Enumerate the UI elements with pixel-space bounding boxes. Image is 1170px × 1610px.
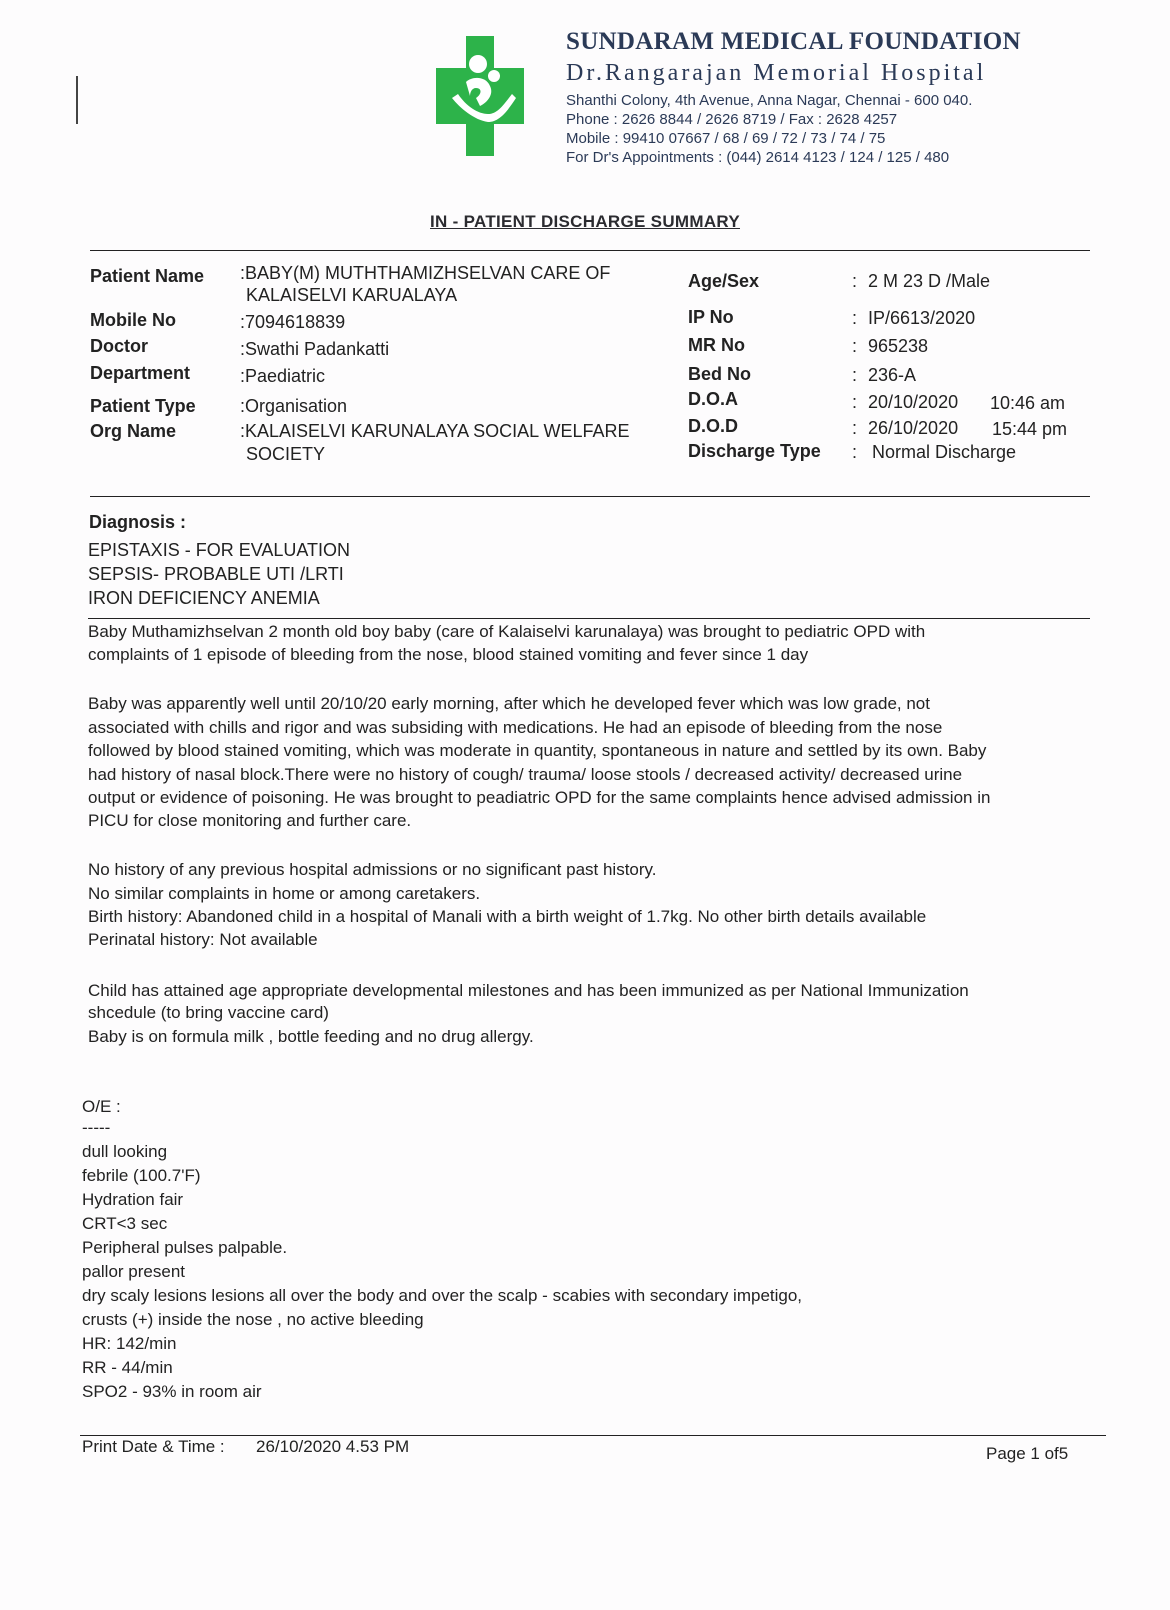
logo-head-adult bbox=[469, 55, 487, 73]
print-date-value: 26/10/2020 4.53 PM bbox=[256, 1437, 410, 1456]
hospital-address: Shanthi Colony, 4th Avenue, Anna Nagar, Chennai - 600 040. bbox=[566, 92, 973, 109]
history-line: Baby Muthamizhselvan 2 month old boy baby (care of Kalaiselvi karunalaya) was brought to pediatric OPD with bbox=[88, 622, 926, 641]
dod-date: 26/10/2020 bbox=[868, 418, 959, 438]
page-number: Page 1 of5 bbox=[986, 1444, 1069, 1463]
examination-divider: ----- bbox=[82, 1118, 111, 1137]
age-sex-colon: : bbox=[852, 271, 858, 291]
patient-type-value: :Organisation bbox=[240, 396, 348, 416]
logo-head-child bbox=[488, 70, 500, 82]
examination-item: pallor present bbox=[82, 1262, 186, 1281]
hospital-logo bbox=[436, 36, 524, 156]
patient-name-value: :BABY(M) MUTHTHAMIZHSELVAN CARE OF bbox=[240, 263, 611, 283]
margin-mark bbox=[76, 76, 78, 124]
org-name-label: Org Name bbox=[90, 421, 177, 441]
mr-no-colon: : bbox=[852, 336, 858, 356]
patient-name-label: Patient Name bbox=[90, 266, 205, 286]
examination-item: febrile (100.7'F) bbox=[82, 1166, 201, 1185]
doctor-label: Doctor bbox=[90, 336, 148, 356]
history-line: followed by blood stained vomiting, which was moderate in quantity, spontaneous in nature and settled by its own. Baby bbox=[88, 741, 987, 760]
history-line: output or evidence of poisoning. He was brought to peadiatric OPD for the same complaints hence advised admission in bbox=[88, 788, 991, 807]
bed-no-label: Bed No bbox=[688, 364, 751, 384]
examination-item: HR: 142/min bbox=[82, 1334, 177, 1353]
dod-time: 15:44 pm bbox=[992, 419, 1068, 439]
discharge-type-colon: : bbox=[852, 442, 858, 462]
examination-item: SPO2 - 93% in room air bbox=[82, 1382, 262, 1401]
patient-name-value-line2: KALAISELVI KARUALAYA bbox=[246, 285, 458, 305]
age-sex-label: Age/Sex bbox=[688, 271, 760, 291]
history-line: No similar complaints in home or among caretakers. bbox=[88, 884, 481, 903]
header-divider bbox=[90, 250, 1090, 251]
examination-heading: O/E : bbox=[82, 1097, 121, 1116]
history-line: Baby was apparently well until 20/10/20 early morning, after which he developed fever which was low grade, not bbox=[88, 694, 930, 713]
doctor-value: :Swathi Padankatti bbox=[240, 339, 390, 359]
examination-item: crusts (+) inside the nose , no active bleeding bbox=[82, 1310, 424, 1329]
history-line: Child has attained age appropriate developmental milestones and has been immunized as per National Immunization bbox=[88, 981, 969, 1000]
doa-time: 10:46 am bbox=[990, 393, 1066, 413]
ip-no-colon: : bbox=[852, 308, 858, 328]
examination-item: dull looking bbox=[82, 1142, 168, 1161]
history-line: Perinatal history: Not available bbox=[88, 930, 318, 949]
print-date-label: Print Date & Time : bbox=[82, 1437, 225, 1456]
hospital-name: SUNDARAM MEDICAL FOUNDATION bbox=[566, 28, 1021, 55]
history-line: Baby is on formula milk , bottle feeding and no drug allergy. bbox=[88, 1027, 534, 1046]
document-title: IN - PATIENT DISCHARGE SUMMARY bbox=[430, 212, 740, 231]
examination-item: CRT<3 sec bbox=[82, 1214, 168, 1233]
ip-no-value: IP/6613/2020 bbox=[868, 308, 976, 328]
org-name-value: :KALAISELVI KARUNALAYA SOCIAL WELFARE bbox=[240, 421, 630, 441]
org-name-value-line2: SOCIETY bbox=[246, 444, 326, 464]
dod-colon: : bbox=[852, 418, 858, 438]
doa-colon: : bbox=[852, 392, 858, 412]
hospital-appointments: For Dr's Appointments : (044) 2614 4123 / 124 / 125 / 480 bbox=[566, 149, 950, 166]
age-sex-value: 2 M 23 D /Male bbox=[868, 271, 991, 291]
bed-no-value: 236-A bbox=[868, 365, 917, 385]
history-line: had history of nasal block.There were no history of cough/ trauma/ loose stools / decreased activity/ decreased urine bbox=[88, 765, 963, 784]
mr-no-value: 965238 bbox=[868, 336, 929, 356]
diagnosis-heading: Diagnosis : bbox=[89, 512, 187, 532]
examination-item: Peripheral pulses palpable. bbox=[82, 1238, 288, 1257]
hospital-subtitle: Dr.Rangarajan Memorial Hospital bbox=[566, 60, 987, 86]
department-label: Department bbox=[90, 363, 191, 383]
ip-no-label: IP No bbox=[688, 307, 734, 327]
examination-item: RR - 44/min bbox=[82, 1358, 173, 1377]
dod-label: D.O.D bbox=[688, 416, 739, 436]
history-line: No history of any previous hospital admissions or no significant past history. bbox=[88, 860, 657, 879]
mobile-no-value: :7094618839 bbox=[240, 312, 346, 332]
doa-date: 20/10/2020 bbox=[868, 392, 959, 412]
doa-label: D.O.A bbox=[688, 389, 739, 409]
examination-item: dry scaly lesions lesions all over the body and over the scalp - scabies with secondary impetigo, bbox=[82, 1286, 803, 1305]
history-line: Birth history: Abandoned child in a hospital of Manali with a birth weight of 1.7kg. No other birth details available bbox=[88, 907, 927, 926]
mobile-no-label: Mobile No bbox=[90, 310, 176, 330]
diagnosis-item: IRON DEFICIENCY ANEMIA bbox=[88, 588, 320, 608]
diagnosis-divider bbox=[88, 618, 1090, 619]
hospital-phone: Phone : 2626 8844 / 2626 8719 / Fax : 2628 4257 bbox=[566, 111, 898, 128]
history-line: shcedule (to bring vaccine card) bbox=[88, 1003, 329, 1022]
mr-no-label: MR No bbox=[688, 335, 745, 355]
hospital-mobile: Mobile : 99410 07667 / 68 / 69 / 72 / 73 / 74 / 75 bbox=[566, 130, 886, 147]
patient-type-label: Patient Type bbox=[90, 396, 196, 416]
discharge-type-value: Normal Discharge bbox=[872, 442, 1017, 462]
history-line: associated with chills and rigor and was subsiding with medications. He had an episode of bleeding from the nose bbox=[88, 718, 943, 737]
history-line: PICU for close monitoring and further care. bbox=[88, 811, 412, 830]
diagnosis-item: SEPSIS- PROBABLE UTI /LRTI bbox=[88, 564, 344, 584]
bed-no-colon: : bbox=[852, 365, 858, 385]
info-divider bbox=[90, 496, 1090, 497]
history-line: complaints of 1 episode of bleeding from the nose, blood stained vomiting and fever since 1 day bbox=[88, 645, 809, 664]
discharge-type-label: Discharge Type bbox=[688, 441, 821, 461]
examination-item: Hydration fair bbox=[82, 1190, 184, 1209]
diagnosis-item: EPISTAXIS - FOR EVALUATION bbox=[88, 540, 351, 560]
footer-divider bbox=[80, 1435, 1106, 1436]
department-value: :Paediatric bbox=[240, 366, 326, 386]
